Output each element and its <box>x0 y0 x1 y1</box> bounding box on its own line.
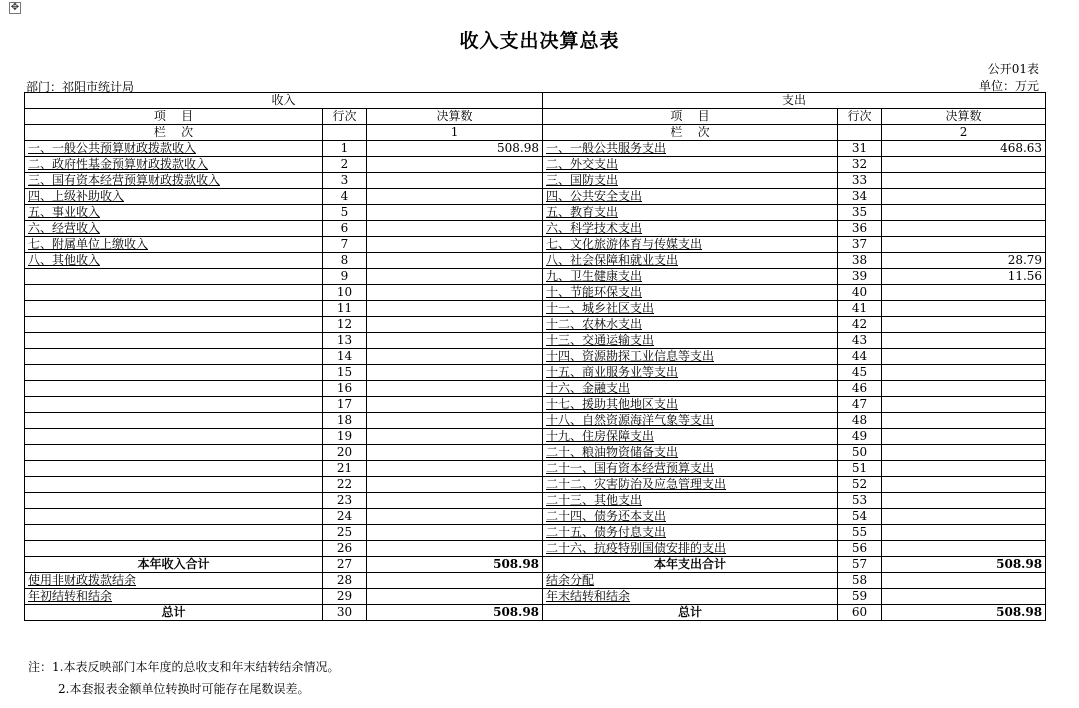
left-line: 1 <box>323 141 367 157</box>
table-row <box>25 285 1046 301</box>
right-item: 年末结转和结余 <box>543 589 838 605</box>
right-amount <box>882 157 1046 173</box>
right-amount <box>882 189 1046 205</box>
table-row <box>25 541 1046 557</box>
left-amount <box>367 445 543 461</box>
right-amount <box>882 397 1046 413</box>
left-line: 25 <box>323 525 367 541</box>
left-line: 15 <box>323 365 367 381</box>
form-number: 公开01表 <box>987 62 1039 76</box>
right-item: 十八、自然资源海洋气象等支出 <box>543 413 838 429</box>
left-item <box>25 509 323 525</box>
left-item <box>25 525 323 541</box>
unit-label: 单位：万元 <box>978 79 1039 93</box>
expense-column-blank <box>838 125 882 141</box>
right-item: 十六、金融支出 <box>543 381 838 397</box>
right-item: 二十二、灾害防治及应急管理支出 <box>543 477 838 493</box>
right-amount <box>882 509 1046 525</box>
right-line: 53 <box>838 493 882 509</box>
footnotes <box>28 656 339 700</box>
right-item: 结余分配 <box>543 573 838 589</box>
expense-grand-total-line: 60 <box>838 605 882 621</box>
table-row <box>25 189 1046 205</box>
left-item <box>25 397 323 413</box>
right-amount <box>882 429 1046 445</box>
right-item: 二十六、抗疫特别国债安排的支出 <box>543 541 838 557</box>
left-line: 19 <box>323 429 367 445</box>
left-line: 13 <box>323 333 367 349</box>
left-item: 二、政府性基金预算财政拨款收入 <box>25 157 323 173</box>
right-line: 52 <box>838 477 882 493</box>
left-line: 18 <box>323 413 367 429</box>
page-title: 收入支出决算总表 <box>459 30 620 52</box>
left-amount <box>367 365 543 381</box>
left-amount <box>367 413 543 429</box>
left-line: 4 <box>323 189 367 205</box>
left-item: 使用非财政拨款结余 <box>25 573 323 589</box>
expense-column-number: 2 <box>882 125 1046 141</box>
left-amount <box>367 525 543 541</box>
left-item: 四、上级补助收入 <box>25 189 323 205</box>
left-line: 16 <box>323 381 367 397</box>
right-amount <box>882 589 1046 605</box>
right-amount <box>882 333 1046 349</box>
grand-total-row <box>25 605 1046 621</box>
table-row <box>25 509 1046 525</box>
left-item <box>25 429 323 445</box>
right-amount <box>882 493 1046 509</box>
left-amount <box>367 189 543 205</box>
right-item: 十、节能环保支出 <box>543 285 838 301</box>
income-total-amount: 508.98 <box>367 557 543 573</box>
left-amount <box>367 541 543 557</box>
table-row <box>25 381 1046 397</box>
right-line: 45 <box>838 365 882 381</box>
left-item: 年初结转和结余 <box>25 589 323 605</box>
right-amount <box>882 573 1046 589</box>
table-row <box>25 413 1046 429</box>
table-row <box>25 205 1046 221</box>
right-amount <box>882 365 1046 381</box>
left-line: 26 <box>323 541 367 557</box>
right-item: 十三、交通运输支出 <box>543 333 838 349</box>
left-line: 17 <box>323 397 367 413</box>
expense-total-amount: 508.98 <box>882 557 1046 573</box>
right-amount <box>882 477 1046 493</box>
note-1: 注：1.本表反映部门本年度的总收支和年末结转结余情况。 <box>28 660 340 674</box>
left-item: 七、附属单位上缴收入 <box>25 237 323 253</box>
left-line: 24 <box>323 509 367 525</box>
right-line: 44 <box>838 349 882 365</box>
expense-grand-total-label: 总计 <box>543 605 838 621</box>
right-item: 二十五、债务付息支出 <box>543 525 838 541</box>
left-item: 六、经营收入 <box>25 221 323 237</box>
left-amount <box>367 349 543 365</box>
right-amount <box>882 541 1046 557</box>
left-line: 3 <box>323 173 367 189</box>
right-line: 33 <box>838 173 882 189</box>
left-line: 6 <box>323 221 367 237</box>
right-item: 二十、粮油物资储备支出 <box>543 445 838 461</box>
total-row-current-year <box>25 557 1046 573</box>
left-item <box>25 413 323 429</box>
header-row-columns <box>25 109 1046 125</box>
left-amount <box>367 301 543 317</box>
right-item: 二、外交支出 <box>543 157 838 173</box>
left-item <box>25 461 323 477</box>
left-line: 2 <box>323 157 367 173</box>
right-amount <box>882 413 1046 429</box>
table-move-handle-icon[interactable]: ✥ <box>10 2 20 13</box>
right-item: 二十四、债务还本支出 <box>543 509 838 525</box>
left-amount <box>367 205 543 221</box>
table-row <box>25 525 1046 541</box>
left-line: 10 <box>323 285 367 301</box>
left-amount <box>367 221 543 237</box>
expense-line-header: 行次 <box>838 109 882 125</box>
left-amount <box>367 381 543 397</box>
expense-item-header: 项 目 <box>543 109 838 125</box>
right-amount: 468.63 <box>882 141 1046 157</box>
left-line: 8 <box>323 253 367 269</box>
right-line: 46 <box>838 381 882 397</box>
left-item <box>25 365 323 381</box>
table-row <box>25 349 1046 365</box>
right-item: 九、卫生健康支出 <box>543 269 838 285</box>
left-line: 28 <box>323 573 367 589</box>
right-line: 35 <box>838 205 882 221</box>
left-amount <box>367 317 543 333</box>
table-row <box>25 141 1046 157</box>
left-item <box>25 445 323 461</box>
right-amount <box>882 237 1046 253</box>
right-item: 五、教育支出 <box>543 205 838 221</box>
table-row <box>25 573 1046 589</box>
right-line: 51 <box>838 461 882 477</box>
income-item-header: 项 目 <box>25 109 323 125</box>
income-amount-header: 决算数 <box>367 109 543 125</box>
right-line: 32 <box>838 157 882 173</box>
header-row-section <box>25 93 1046 109</box>
left-line: 21 <box>323 461 367 477</box>
right-line: 37 <box>838 237 882 253</box>
expense-grand-total-amount: 508.98 <box>882 605 1046 621</box>
right-line: 49 <box>838 429 882 445</box>
left-item <box>25 381 323 397</box>
right-item: 十一、城乡社区支出 <box>543 301 838 317</box>
table-row <box>25 445 1046 461</box>
left-amount <box>367 493 543 509</box>
right-item: 七、文化旅游体育与传媒支出 <box>543 237 838 253</box>
note-2: 2.本套报表金额单位转换时可能存在尾数误差。 <box>58 682 310 696</box>
left-amount <box>367 573 543 589</box>
left-line: 22 <box>323 477 367 493</box>
right-line: 47 <box>838 397 882 413</box>
right-line: 42 <box>838 317 882 333</box>
right-item: 十四、资源勘探工业信息等支出 <box>543 349 838 365</box>
right-item: 三、国防支出 <box>543 173 838 189</box>
right-line: 31 <box>838 141 882 157</box>
right-line: 38 <box>838 253 882 269</box>
left-amount <box>367 173 543 189</box>
table-row <box>25 397 1046 413</box>
right-item: 十九、住房保障支出 <box>543 429 838 445</box>
table-row <box>25 301 1046 317</box>
left-line: 11 <box>323 301 367 317</box>
right-line: 59 <box>838 589 882 605</box>
right-amount: 28.79 <box>882 253 1046 269</box>
income-column-blank <box>323 125 367 141</box>
income-total-label: 本年收入合计 <box>25 557 323 573</box>
expense-total-label: 本年支出合计 <box>543 557 838 573</box>
left-item <box>25 333 323 349</box>
right-amount <box>882 445 1046 461</box>
income-expense-table <box>24 92 1046 621</box>
left-item <box>25 269 323 285</box>
expense-amount-header: 决算数 <box>882 109 1046 125</box>
left-amount <box>367 333 543 349</box>
left-line: 23 <box>323 493 367 509</box>
left-item: 一、一般公共预算财政拨款收入 <box>25 141 323 157</box>
right-line: 34 <box>838 189 882 205</box>
right-item: 一、一般公共服务支出 <box>543 141 838 157</box>
right-amount <box>882 349 1046 365</box>
table-row <box>25 333 1046 349</box>
left-amount <box>367 589 543 605</box>
right-amount <box>882 221 1046 237</box>
table-row <box>25 253 1046 269</box>
right-amount <box>882 461 1046 477</box>
left-item <box>25 349 323 365</box>
table-row <box>25 365 1046 381</box>
left-amount <box>367 285 543 301</box>
left-line: 9 <box>323 269 367 285</box>
right-line: 54 <box>838 509 882 525</box>
table-row <box>25 269 1046 285</box>
right-item: 十五、商业服务业等支出 <box>543 365 838 381</box>
income-column-number: 1 <box>367 125 543 141</box>
expense-total-line: 57 <box>838 557 882 573</box>
right-line: 48 <box>838 413 882 429</box>
right-item: 四、公共安全支出 <box>543 189 838 205</box>
right-line: 41 <box>838 301 882 317</box>
right-amount <box>882 525 1046 541</box>
table-row <box>25 237 1046 253</box>
table-row <box>25 461 1046 477</box>
right-line: 56 <box>838 541 882 557</box>
expense-section-header: 支出 <box>543 93 1046 109</box>
header-row-column-index <box>25 125 1046 141</box>
income-grand-total-line: 30 <box>323 605 367 621</box>
right-amount <box>882 381 1046 397</box>
left-amount <box>367 157 543 173</box>
department-label: 部门：祁阳市统计局 <box>26 80 135 94</box>
table-row <box>25 589 1046 605</box>
left-amount <box>367 397 543 413</box>
table-row <box>25 477 1046 493</box>
right-line: 55 <box>838 525 882 541</box>
table-row <box>25 493 1046 509</box>
right-line: 40 <box>838 285 882 301</box>
income-column-label: 栏 次 <box>25 125 323 141</box>
right-amount <box>882 301 1046 317</box>
left-amount <box>367 237 543 253</box>
table-row <box>25 429 1046 445</box>
left-line: 5 <box>323 205 367 221</box>
right-line: 43 <box>838 333 882 349</box>
left-item <box>25 301 323 317</box>
left-amount <box>367 461 543 477</box>
left-item <box>25 477 323 493</box>
income-total-line: 27 <box>323 557 367 573</box>
expense-column-label: 栏 次 <box>543 125 838 141</box>
right-item: 六、科学技术支出 <box>543 221 838 237</box>
left-amount <box>367 269 543 285</box>
right-amount <box>882 173 1046 189</box>
left-line: 12 <box>323 317 367 333</box>
right-line: 36 <box>838 221 882 237</box>
income-line-header: 行次 <box>323 109 367 125</box>
table-row <box>25 157 1046 173</box>
left-amount <box>367 253 543 269</box>
right-item: 十二、农林水支出 <box>543 317 838 333</box>
left-amount <box>367 477 543 493</box>
left-amount: 508.98 <box>367 141 543 157</box>
right-amount: 11.56 <box>882 269 1046 285</box>
left-line: 14 <box>323 349 367 365</box>
left-item: 三、国有资本经营预算财政拨款收入 <box>25 173 323 189</box>
left-item <box>25 541 323 557</box>
left-item <box>25 493 323 509</box>
left-line: 7 <box>323 237 367 253</box>
left-item <box>25 285 323 301</box>
right-line: 39 <box>838 269 882 285</box>
left-amount <box>367 429 543 445</box>
income-grand-total-amount: 508.98 <box>367 605 543 621</box>
right-item: 八、社会保障和就业支出 <box>543 253 838 269</box>
left-item: 八、其他收入 <box>25 253 323 269</box>
left-line: 20 <box>323 445 367 461</box>
right-item: 十七、援助其他地区支出 <box>543 397 838 413</box>
right-item: 二十三、其他支出 <box>543 493 838 509</box>
right-amount <box>882 205 1046 221</box>
right-item: 二十一、国有资本经营预算支出 <box>543 461 838 477</box>
table-row <box>25 317 1046 333</box>
left-item <box>25 317 323 333</box>
table-row <box>25 173 1046 189</box>
left-amount <box>367 509 543 525</box>
right-line: 58 <box>838 573 882 589</box>
left-item: 五、事业收入 <box>25 205 323 221</box>
left-line: 29 <box>323 589 367 605</box>
table-row <box>25 221 1046 237</box>
income-grand-total-label: 总计 <box>25 605 323 621</box>
right-amount <box>882 317 1046 333</box>
income-section-header: 收入 <box>25 93 543 109</box>
right-amount <box>882 285 1046 301</box>
right-line: 50 <box>838 445 882 461</box>
